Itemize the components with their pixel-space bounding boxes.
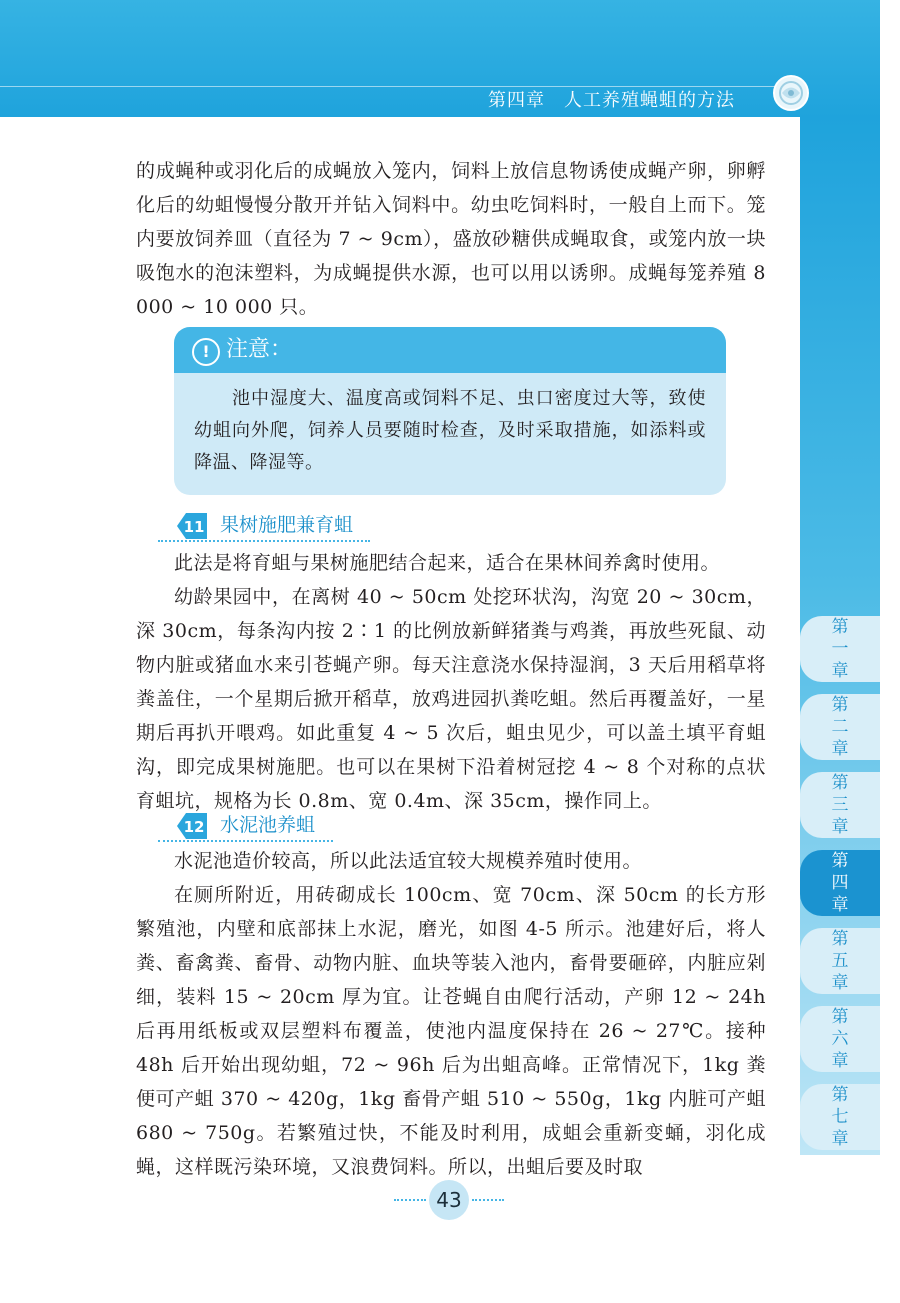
tab-label: 第六章: [831, 1007, 849, 1071]
tab-chapter-4[interactable]: [800, 850, 880, 916]
badge-number: 11: [183, 518, 205, 536]
badge-number: 12: [183, 818, 205, 836]
tab-chapter-2[interactable]: [800, 694, 880, 760]
section-11-paragraph-2: 幼龄果园中，在离树 40 ~ 50cm 处挖环状沟，沟宽 20 ~ 30cm，深 30cm，每条沟内按 2∶1 的比例放新鲜猪粪与鸡粪，再放些死鼠、动物内脏或猪血水来引苍蝇产卵。每天注意浇水保持湿润，3 天后用稻草将粪盖住，一个星期后掀开稻草，放鸡进园扒粪吃蛆。然后再覆盖好，一星期后再扒开喂鸡。如此重复 4 ~ 5 次后，蛆虫见少，可以盖土填平育蛆沟，即完成果树施肥。也可以在果树下沿着树冠挖 4 ~ 8 个对称的点状育蛆坑，规格为长 0.8m、宽 0.4m、深 35cm，操作同上。: [136, 586, 766, 812]
intro-paragraph: 的成蝇种或羽化后的成蝇放入笼内，饲料上放信息物诱使成蝇产卵，卵孵化后的幼蛆慢慢分散开并钻入饲料中。幼虫吃饲料时，一般自上而下。笼内要放饲养皿（直径为 7 ~ 9cm），盛放砂糖供成蝇取食，或笼内放一块吸饱水的泡沫塑料，为成蝇提供水源，也可以用以诱卵。成蝇每笼养殖 8 000 ~ 10 000 只。: [136, 160, 766, 318]
exclamation-icon: !: [192, 338, 220, 366]
section-11-paragraph-1: 此法是将育蛆与果树施肥结合起来，适合在果林间养禽时使用。: [174, 552, 721, 574]
section-12-title: 水泥池养蛆: [220, 814, 316, 836]
tab-label: 第一章: [831, 617, 849, 681]
tab-chapter-7[interactable]: [800, 1084, 880, 1150]
tab-label: 第三章: [831, 773, 849, 837]
header-band: [0, 0, 880, 117]
ornament-icon: [772, 74, 810, 112]
number-badge-icon: [174, 810, 210, 842]
tab-chapter-3[interactable]: [800, 772, 880, 838]
note-box: [174, 327, 726, 495]
chapter-title: 第四章 人工养殖蝇蛆的方法: [488, 90, 735, 111]
note-title: 注意：: [226, 337, 293, 362]
tab-chapter-6[interactable]: [800, 1006, 880, 1072]
note-text: 池中湿度大、温度高或饲料不足、虫口密度过大等，致使幼蛆向外爬，饲养人员要随时检查，及时采取措施，如添料或降温、降湿等。: [194, 388, 706, 473]
page-number-dots-left: [394, 1199, 426, 1201]
number-badge-icon: [174, 510, 210, 542]
tab-chapter-5[interactable]: [800, 928, 880, 994]
tab-label: 第二章: [831, 695, 849, 759]
tab-label: 第五章: [831, 929, 849, 993]
page-number: 43: [429, 1180, 469, 1220]
section-11-title: 果树施肥兼育蛆: [220, 514, 354, 536]
page-number-block: [394, 1180, 504, 1220]
page-number-dots-right: [472, 1199, 504, 1201]
section-12-paragraph-1: 水泥池造价较高，所以此法适宜较大规模养殖时使用。: [174, 850, 643, 872]
tab-label: 第七章: [831, 1085, 849, 1149]
tab-label: 第四章: [831, 851, 849, 915]
section-12-paragraph-2: 在厕所附近，用砖砌成长 100cm、宽 70cm、深 50cm 的长方形繁殖池，内壁和底部抹上水泥，磨光，如图 4-5 所示。池建好后，将人粪、畜禽粪、畜骨、动物内脏、血块等装入池内，畜骨要砸碎，内脏应剁细，装料 15 ~ 20cm 厚为宜。让苍蝇自由爬行活动，产卵 12 ~ 24h 后再用纸板或双层塑料布覆盖，使池内温度保持在 26 ~ 27℃。接种 48h 后开始出现幼蛆，72 ~ 96h 后为出蛆高峰。正常情况下，1kg 粪便可产蛆 370 ~ 420g，1kg 畜骨产蛆 510 ~ 550g，1kg 内脏可产蛆 680 ~ 750g。若繁殖过快，不能及时利用，成蛆会重新变蛹，羽化成蝇，这样既污染环境，又浪费饲料。所以，出蛆后要及时取: [136, 884, 766, 1178]
tab-chapter-1[interactable]: [800, 616, 880, 682]
